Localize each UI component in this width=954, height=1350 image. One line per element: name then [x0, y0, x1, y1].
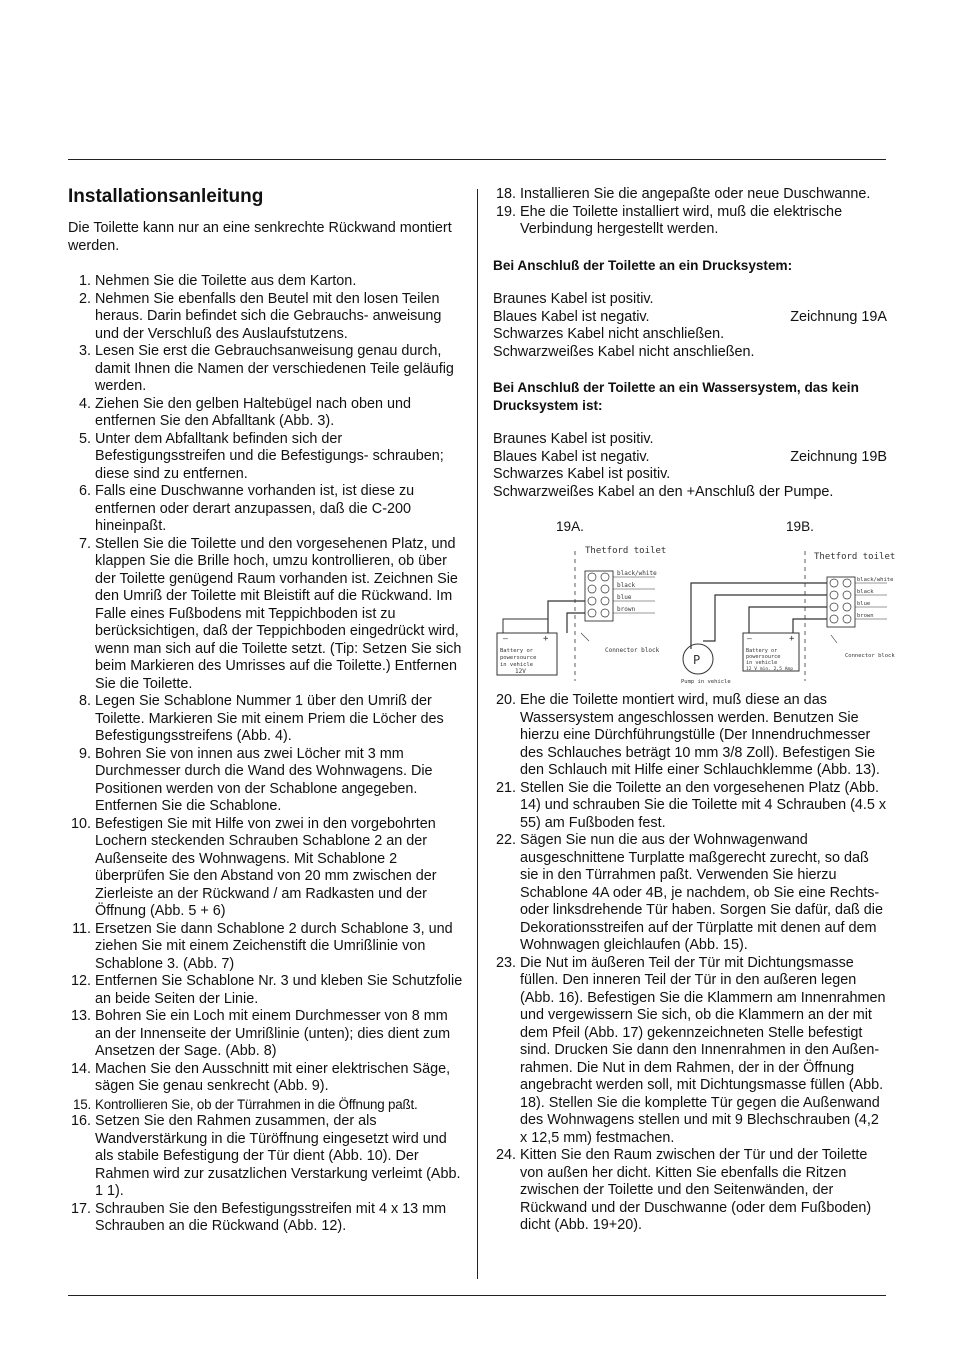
list-item: [68, 1061, 463, 1096]
pressure-line-2-row: [493, 309, 887, 327]
battery-b-rating: 12 V min. 2,5 Amp: [746, 667, 794, 672]
list-item: [493, 186, 887, 204]
steps-list-right-top: [493, 186, 887, 239]
wire-black-b: [703, 595, 827, 641]
pressure-heading: Bei Anschluß der Toilette an ein Drucksystem:: [493, 257, 793, 273]
step-text: Nehmen Sie ebenfalls den Beutel mit den losen Teilen heraus. Darin befindet sich die Gebrauchs- anweisung und der Verschluß des Auslaufstutzens.: [95, 290, 442, 342]
step-text: Befestigen Sie mit Hilfe von zwei in den vorgebohrten Lochern steckenden Schrauben Schablone 2 an der Außenseite des Wohnwagens. Mit Schablone 2 überprüfen Sie den Abstand von 20 mm zwischen der Zierleiste an der Rückwand / am Radkasten und der Öffnung (Abb. 5 + 6): [95, 815, 437, 919]
list-item: [68, 973, 463, 1008]
step-number: 6.: [78, 483, 91, 499]
water-line-1: Braunes Kabel ist positiv.: [493, 431, 654, 447]
step-text: Installieren Sie die angepaßte oder neue Duschwanne.: [520, 186, 871, 202]
battery-b-line-2: powersource: [746, 654, 781, 660]
step-number: 7.: [78, 535, 91, 552]
list-item: [68, 746, 463, 816]
step-number: 24.: [495, 1147, 516, 1163]
list-item: [68, 343, 463, 396]
list-item: [68, 396, 463, 431]
battery-a-minus: —: [503, 634, 508, 643]
list-item: [68, 291, 463, 344]
step-number: 19.: [495, 203, 516, 220]
step-number: 2.: [78, 290, 91, 307]
pressure-line-4: Schwarzweißes Kabel nicht anschließen.: [493, 343, 755, 360]
pressure-ref: Zeichnung 19A: [790, 308, 887, 325]
step-text: Lesen Sie erst die Gebrauchsanweisung genau durch, damit Ihnen die Namen der verschiedenen Teile geläufig werden.: [95, 343, 454, 394]
page-title: Installationsanleitung: [68, 186, 264, 207]
pump-label: Pump in vehicle: [681, 679, 731, 685]
wire-blue-b: [749, 607, 827, 633]
water-line-2-row: [493, 449, 887, 467]
list-item: [493, 955, 887, 1148]
step-text: Stellen Sie die Toilette und den vorgesehenen Platz, und klappen Sie die Brille hoch, umzu kontrollieren, ob über der Toilette genügend Raum vorhanden ist. Zeichnen Sie den Umriß der Toilette mit Bleistift auf die Rückwand. Im Falle eines Fußbodens mit Teppichboden ist zu berücksichtigen, daß der Teppichboden eingedrückt wird, wenn man sich auf die Toilette setzt. (Tip: Setzen Sie sich beim Markieren des Umrisses auf die Toilette.) Entfernen Sie die Toilette.: [95, 535, 462, 692]
battery-b-line-1: Battery or: [746, 648, 778, 654]
step-number: 22.: [495, 832, 516, 848]
figure-label-19a: 19A.: [556, 519, 584, 534]
step-number: 11.: [72, 920, 91, 937]
connector-label-a: Connector block: [605, 647, 660, 654]
step-text: Sägen Sie nun die aus der Wohnwagenwand ausgeschnittene Turplatte maßgerecht zurecht, so daß sie in den Türrahmen paßt. Verwenden Sie hierzu Schablone 4A oder 4B, je nachdem, ob Sie eine Rechts- oder linksdrehende Tür haben. Sorgen Sie dafür, daß die Dekorationsstreifen auf der Türplatte mit denen auf dem Wohnwagen gleichlaufen (Abb. 15).: [520, 832, 883, 953]
column-divider: [477, 189, 478, 1279]
pressure-line-1: Braunes Kabel ist positiv.: [493, 291, 654, 307]
wiring-diagram-svg: [493, 511, 896, 686]
step-text: Entfernen Sie Schablone Nr. 3 und kleben Sie Schutzfolie an beide Seiten der Linie.: [95, 973, 463, 1007]
wire-brown-b: [793, 619, 827, 633]
connector-pointer-a: [581, 633, 589, 641]
battery-b-plus: +: [789, 634, 795, 644]
step-number: 5.: [78, 430, 91, 447]
water-ref: Zeichnung 19B: [790, 448, 887, 465]
list-item: [493, 1147, 887, 1235]
top-rule: [68, 159, 886, 160]
bottom-rule: [68, 1295, 886, 1296]
step-text: Die Nut im äußeren Teil der Tür mit Dichtungsmasse füllen. Den inneren Teil der Tür in den außeren legen (Abb. 16). Befestigen Sie die Klammern am Innenrahmen und vergewissern Sie sich, ob die Klammern an der mit dem Pfeil (Abb. 17) gekennzeichneten Stelle befestigt sind. Drucken Sie dann den Innenrahmen in den Außen- rahmen. Die Nut in dem Rahmen, der in der Öffnung angebracht werden soll, mit Dichtungsmasse füllen (Abb. 18). Stellen Sie die komplette Tür gegen die Außenwand des Wohnwagens stellen und mit 9 Blechschrauben (4,2 x 12,5 mm) festmachen.: [520, 954, 886, 1146]
battery-a-line-3: in vehicle: [500, 662, 534, 668]
step-number: 13.: [70, 1008, 91, 1024]
list-item: [68, 693, 463, 746]
list-item: [68, 483, 463, 536]
battery-a-plus: +: [543, 634, 549, 644]
step-number: 18.: [495, 186, 516, 202]
step-number: 8.: [78, 693, 91, 709]
step-text: Ziehen Sie den gelben Haltebügel nach oben und entfernen Sie den Abfalltank (Abb. 3).: [95, 395, 412, 429]
battery-b-line-3: in vehicle: [746, 660, 778, 666]
step-number: 9.: [78, 745, 91, 762]
step-number: 21.: [495, 779, 516, 796]
steps-list-right-bottom: [493, 692, 887, 1235]
battery-a-voltage: 12V: [515, 668, 526, 675]
water-heading: Bei Anschluß der Toilette an ein Wassersystem, das kein Drucksystem ist:: [493, 380, 859, 413]
step-number: 14.: [70, 1060, 91, 1077]
step-text: Ehe die Toilette montiert wird, muß diese an das Wassersystem angeschlossen werden. Benutzen Sie hierzu eine Dürchführungstülle (Der Innendruchmesser des Schlauches beträgt 10 mm 3/8 Zoll). Befestigen Sie den Schlauch mit Hilfe einer Schlauchklemme (Abb. 13).: [520, 692, 880, 778]
step-text: Kontrollieren Sie, ob der Türrahmen in die Öffnung paßt.: [95, 1096, 418, 1112]
steps-list-left: [68, 273, 463, 1236]
wire-neg-a: [503, 619, 548, 633]
water-wiring: [493, 431, 887, 501]
step-number: 20.: [495, 692, 516, 708]
step-text: Setzen Sie den Rahmen zusammen, der als Wandverstärkung in die Türöffnung eingesetzt wird und als stabile Befestigung der Tür dient (Abb. 10). Der Rahmen wird zur zusatzlichen Verstarkung verleimt (Abb. 1 1).: [95, 1113, 461, 1199]
list-item: [68, 921, 463, 974]
wire-label-b-4: brown: [857, 613, 874, 619]
battery-b-minus: —: [747, 634, 752, 643]
wire-label-a-3: blue: [617, 594, 632, 601]
step-number: 15.: [72, 1096, 91, 1112]
step-text: Stellen Sie die Toilette an den vorgesehenen Platz (Abb. 14) und schrauben Sie die Toilette mit 4 Schrauben (4.5 x 55) am Fußboden fest.: [520, 779, 887, 831]
list-item: [493, 832, 887, 955]
water-line-2: Blaues Kabel ist negativ.: [493, 448, 650, 465]
battery-a-line-1: Battery or: [500, 648, 534, 654]
step-text: Ersetzen Sie dann Schablone 2 durch Schablone 3, und ziehen Sie mit einem Zeichenstift die Umrißlinie von Schablone 3. (Abb. 7): [95, 920, 453, 972]
wire-label-b-3: blue: [857, 601, 871, 607]
step-text: Legen Sie Schablone Nummer 1 über den Umriß der Toilette. Markieren Sie mit einem Priem die Löcher des Befestigungsstreifens (Abb. 4).: [95, 693, 444, 744]
step-number: 12.: [70, 973, 91, 989]
step-text: Falls eine Duschwanne vorhanden ist, ist diese zu entfernen oder derart anzupassen, daß die C-200 hineinpaßt.: [95, 483, 415, 534]
intro-text: Die Toilette kann nur an eine senkrechte Rückwand montiert werden.: [68, 220, 452, 254]
water-line-3: Schwarzes Kabel ist positiv.: [493, 466, 671, 482]
pressure-line-3: Schwarzes Kabel nicht anschließen.: [493, 326, 725, 342]
list-item: [68, 1201, 463, 1236]
connector-label-b: Connector block: [845, 653, 895, 659]
step-number: 3.: [78, 343, 91, 359]
step-text: Schrauben Sie den Befestigungsstreifen mit 4 x 13 mm Schrauben an die Rückwand (Abb. 12).: [95, 1200, 447, 1234]
pump-letter: P: [693, 653, 701, 667]
list-item: [68, 431, 463, 484]
step-text: Unter dem Abfalltank befinden sich der Befestigungsstreifen und die Befestigungs- schrauben; diese sind zu entfernen.: [95, 430, 444, 482]
wiring-diagram: [493, 511, 896, 686]
toilet-label-b: Thetford toilet: [814, 552, 896, 562]
wire-label-b-2: black: [857, 589, 874, 595]
step-number: 1.: [78, 273, 91, 289]
step-number: 4.: [78, 395, 91, 412]
step-text: Nehmen Sie die Toilette aus dem Karton.: [95, 273, 357, 289]
terminal-screws-b: [830, 579, 851, 623]
wire-label-a-1: black/white: [617, 570, 657, 577]
step-text: Bohren Sie ein Loch mit einem Durchmesser von 8 mm an der Innenseite der Umrißlinie (unten); dies dient zum Ansetzen der Sage. (Abb. 8): [95, 1008, 451, 1059]
right-column: [493, 186, 896, 1235]
wire-label-b-1: black/white: [857, 577, 894, 583]
toilet-label-a: Thetford toilet: [585, 546, 667, 556]
list-item: [68, 1113, 463, 1201]
step-number: 23.: [495, 954, 516, 971]
step-text: Kitten Sie den Raum zwischen der Tür und der Toilette von außen her dicht. Kitten Sie ebenfalls die Ritzen zwischen der Toilette und den Seitenwänden, der Rückwand und der Duschwanne (oder dem Fußboden) dicht (Abb. 19+20).: [520, 1147, 872, 1233]
list-item: [68, 1008, 463, 1061]
list-item: [68, 816, 463, 921]
step-text: Bohren Sie von innen aus zwei Löcher mit 3 mm Durchmesser durch die Wand des Wohnwagens. Die Positionen werden von der Schablone angegeben. Entfernen Sie die Schablone.: [95, 745, 433, 814]
list-item: [493, 780, 887, 833]
pressure-wiring: [493, 291, 887, 361]
step-text: Ehe die Toilette installiert wird, muß die elektrische Verbindung hergestellt werden.: [520, 203, 843, 237]
water-line-4: Schwarzweißes Kabel an den +Anschluß der Pumpe.: [493, 483, 834, 500]
connector-pointer-b: [831, 635, 837, 643]
pressure-line-2: Blaues Kabel ist negativ.: [493, 308, 650, 325]
battery-a-line-2: powersource: [500, 655, 537, 661]
list-item: [68, 1096, 463, 1114]
step-number: 10.: [70, 815, 91, 832]
step-number: 17.: [70, 1200, 91, 1217]
step-number: 16.: [70, 1113, 91, 1129]
left-column: [68, 186, 463, 1236]
list-item: [68, 536, 463, 694]
wire-label-a-2: black: [617, 582, 636, 589]
wire-blackwhite-b: [691, 583, 827, 649]
wire-brown-a: [567, 613, 585, 633]
list-item: [68, 273, 463, 291]
wire-label-a-4: brown: [617, 606, 636, 613]
list-item: [493, 204, 887, 239]
list-item: [493, 692, 887, 780]
terminal-screws-a: [588, 573, 609, 617]
step-text: Machen Sie den Ausschnitt mit einer elektrischen Säge, sägen Sie genau senkrecht (Abb. 9).: [95, 1060, 451, 1094]
figure-label-19b: 19B.: [786, 519, 814, 534]
